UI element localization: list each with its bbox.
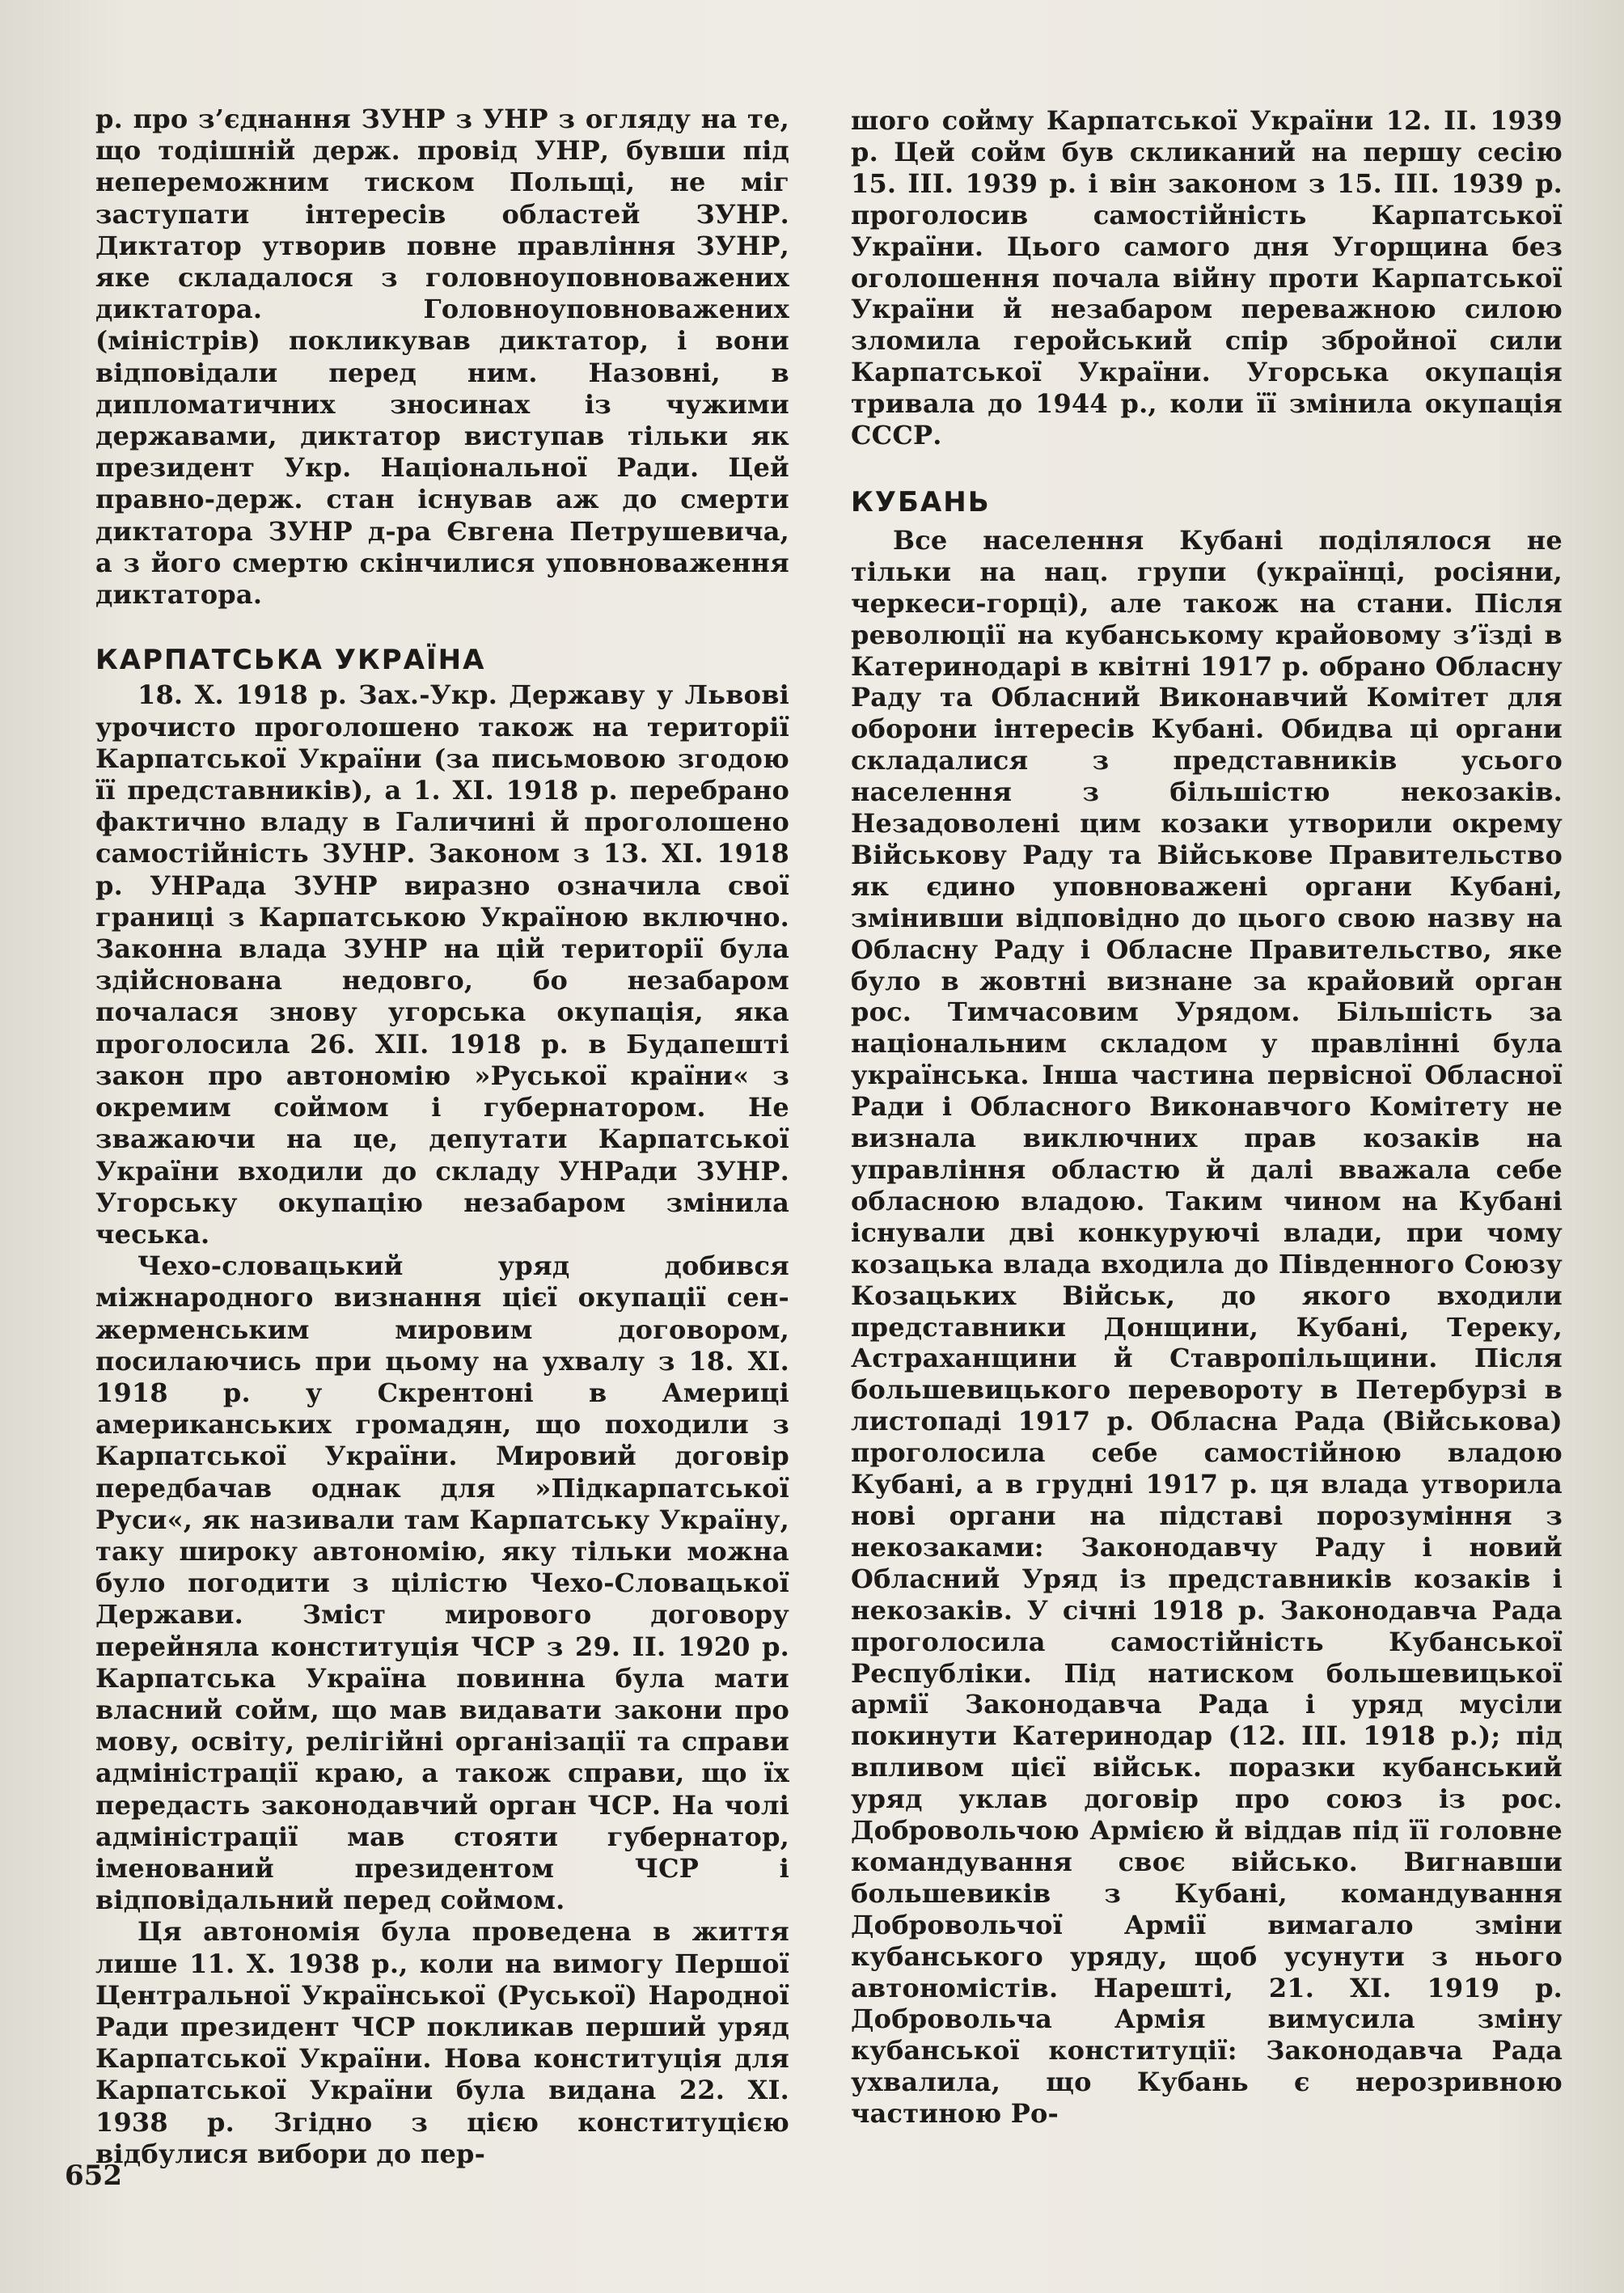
right-intro-paragraph: шого сойму Карпатської України 12. II. 1939 р. Цей сойм був скликаний на першу сесію 15. III. 1939 р. і він законом з 15. III. 1939 р. проголосив самостійність Карпатської України. Цього самого дня Угорщина без оголошення почала війну проти Карпатської України й незабаром переважною силою зломила геройський спір збройної сили Карпатської України. Угорська окупація тривала до 1944 р., коли її змінила окупація СССР. (851, 105, 1563, 451)
left-column (95, 104, 789, 2170)
page-number: 652 (65, 2160, 122, 2192)
left-paragraph-3: Ця автономія була проведена в життя лише 11. X. 1938 р., коли на вимогу Першої Центральної Української (Руської) Народної Ради президент ЧСР покликав перший уряд Карпатської України. Нова конституція для Карпатської України була видана 22. XI. 1938 р. Згідно з цією конституцією відбулися вибори до пер- (95, 1916, 789, 2169)
section-heading-kuban: КУБАНЬ (851, 485, 991, 518)
right-column (851, 105, 1563, 2130)
section-heading-karpatska-ukraina: КАРПАТСЬКА УКРАЇНА (95, 644, 486, 677)
right-paragraph-1: Все населення Кубані поділялося не тільки на нац. групи (українці, росіяни, черкеси-горці), але також на стани. Після революції на кубанському крайовому з’їзді в Катеринодарі в квітні 1917 р. обрано Обласну Раду та Обласний Виконавчий Комітет для оборони інтересів Кубані. Обидва ці органи складалися з представників усього населення з більшістю некозаків. Незадоволені цим козаки утворили окрему Військову Раду та Військове Правительство як єдино уповноважені органи Кубані, змінивши відповідно до цього свою назву на Обласну Раду і Обласне Правительство, яке було в жовтні визнане за крайовий орган рос. Тимчасовим Урядом. Більшість за національним складом у правлінні була українська. Інша частина первісної Обласної Ради і Обласного Виконавчого Комітету не визнала виключних прав козаків на управління областю й далі вважала себе обласною владою. Таким чином на Кубані існували дві конкуруючі влади, при чому козацька влада входила до Південного Союзу Козацьких Військ, до якого входили представники Донщини, Кубані, Тереку, Астраханщини й Ставропільщини. Після большевицького перевороту в Петербурзі в листопаді 1917 р. Обласна Рада (Військова) проголосила себе самостійною владою Кубані, а в грудні 1917 р. ця влада утворила нові органи на підставі порозуміння з некозаками: Законодавчу Раду і новий Обласний Уряд із представників козаків і некозаків. У січні 1918 р. Законодавча Рада проголосила самостійність Кубанської Республіки. Під натиском большевицької армії Законодавча Рада і уряд мусіли покинути Катеринодар (12. III. 1918 р.); під впливом цієї військ. поразки кубанський уряд уклав договір про союз із рос. Добровольчою Армією й віддав під її головне командування своє військо. Вигнавши большевиків з Кубані, командування Добровольчої Армії вимагало зміни кубанського уряду, щоб усунути з нього автономістів. Нарешті, 21. XI. 1919 р. Добровольча Армія вимусила зміну кубанської конституції: Законодавча Рада ухвалила, що Кубань є нерозривною частиною Ро- (851, 524, 1563, 2130)
left-paragraph-2: Чехо-словацький уряд добився міжнародного визнання цієї окупації сен-жерменським мировим договором, посилаючись при цьому на ухвалу з 18. XI. 1918 р. у Скрентоні в Америці американських громадян, що походили з Карпатської України. Мировий договір передбачав однак для »Підкарпатської Руси«, як називали там Карпатську Україну, таку широку автономію, яку тільки можна було погодити з цілістю Чехо-Словацької Держави. Зміст мирового договору перейняла конституція ЧСР з 29. II. 1920 р. Карпатська Україна повинна була мати власний сойм, що мав видавати закони про мову, освіту, релігійні організації та справи адміністрації краю, а також справи, що їх передасть законодавчий орган ЧСР. На чолі адміністрації мав стояти губернатор, іменований президентом ЧСР і відповідальний перед соймом. (95, 1250, 789, 1916)
left-paragraph-1: 18. X. 1918 р. Зах.-Укр. Державу у Львові урочисто проголошено також на території Карпатської України (за письмовою згодою її представників), а 1. XI. 1918 р. перебрано фактично владу в Галичині й проголошено самостійність ЗУНР. Законом з 13. XI. 1918 р. УНРада ЗУНР виразно означила свої границі з Карпатською Україною включно. Законна влада ЗУНР на цій території була здійснована недовго, бо незабаром почалася знову угорська окупація, яка проголосила 26. XII. 1918 р. в Будапешті закон про автономію »Руської країни« з окремим соймом і губернатором. Не зважаючи на це, депутати Карпатської України входили до складу УНРади ЗУНР. Угорську окупацію незабаром змінила чеська. (95, 679, 789, 1250)
left-intro-paragraph: р. про з’єднання ЗУНР з УНР з огляду на те, що тодішній держ. провід УНР, бувши під непереможним тиском Польщі, не міг заступати інтересів областей ЗУНР. Диктатор утворив повне правління ЗУНР, яке складалося з головноуповноважених диктатора. Головноуповноважених (міністрів) покликував диктатор, і вони відповідали перед ним. Назовні, в дипломатичних зносинах із чужими державами, диктатор виступав тільки як президент Укр. Національної Ради. Цей правно-держ. стан існував аж до смерти диктатора ЗУНР д-ра Євгена Петрушевича, а з його смертю скінчилися уповноваження диктатора. (95, 104, 789, 611)
